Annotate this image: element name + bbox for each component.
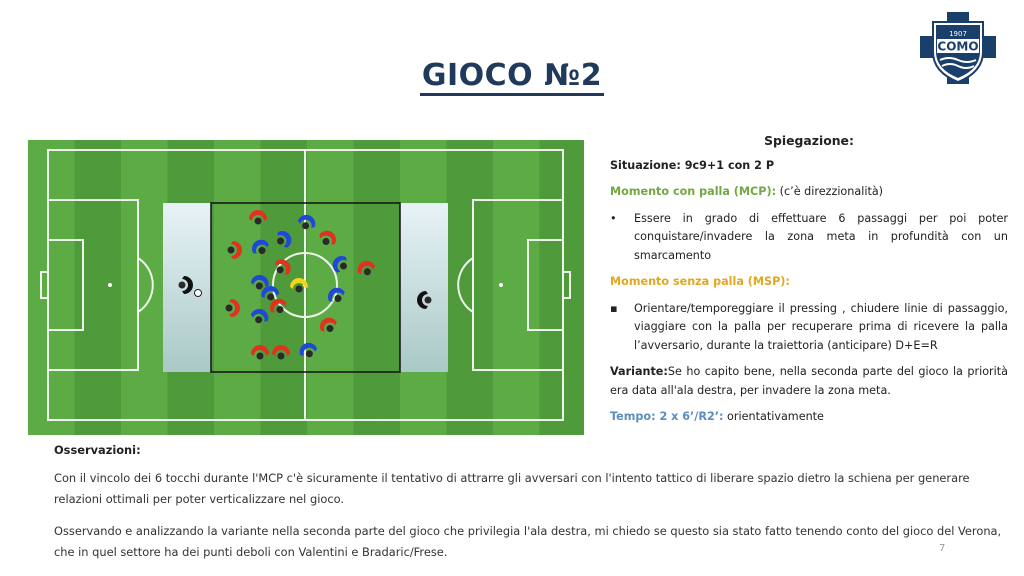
- mcp-label: Momento con palla (MCP):: [610, 185, 777, 198]
- observation-paragraph-1: Con il vincolo dei 6 tocchi durante l'MCP c'è sicuramente il tentativo di attrarre gli avversari con l'intento tattico di liberare spazio dietro la schiena per generare relazioni ottimali per poter verticalizzare nel gioco.: [54, 471, 970, 506]
- variant-text: Se ho capito bene, nella seconda parte del gioco la priorità era data all'ala destra, per invadere la zona meta.: [610, 365, 1008, 397]
- observations-heading: Osservazioni:: [54, 443, 141, 457]
- time-label: Tempo: 2 x 6’/R2’:: [610, 410, 724, 423]
- msp-label: Momento senza palla (MSP):: [610, 275, 790, 288]
- ball: [195, 290, 202, 297]
- explanation-heading: Spiegazione:: [764, 133, 854, 148]
- page-number: 7: [939, 543, 946, 554]
- right-goal-zone: [400, 203, 448, 372]
- time-text: orientativamente: [723, 410, 824, 423]
- explanation-panel: [610, 132, 1008, 435]
- svg-text:1907: 1907: [949, 30, 967, 38]
- page-title: GIOCO №2: [0, 58, 1024, 93]
- observation-paragraph-2: Osservando e analizzando la variante nella seconda parte del gioco che privilegia l'ala destra, mi chiedo se questo sia stato fatto tenendo conto del gioco del Verona, che in quel settore ha dei punti deboli con Valentini e Bradaric/Frese.: [54, 524, 1002, 559]
- svg-text:COMO: COMO: [937, 39, 979, 54]
- msp-bullet: ▪ Orientare/temporeggiare il pressing , chiudere linie di passaggio, viaggiare con la palla per recuperare prima di ricevere la palla l’avversario, durante la traiettoria (anticipare) D+E=R: [610, 301, 1008, 352]
- situation: Situazione: 9c9+1 con 2 P: [610, 158, 775, 172]
- club-logo: [920, 12, 996, 84]
- mcp-note: (c’è direzzionalità): [779, 185, 884, 198]
- variant-label: Variante:: [610, 365, 668, 378]
- left-goal-zone: [163, 203, 211, 372]
- mcp-bullet: • Essere in grado di effettuare 6 passaggi per poi poter conquistare/invadere la zona meta in profundità con un smarcamento: [610, 211, 1008, 262]
- tactical-pitch-diagram: [28, 140, 584, 435]
